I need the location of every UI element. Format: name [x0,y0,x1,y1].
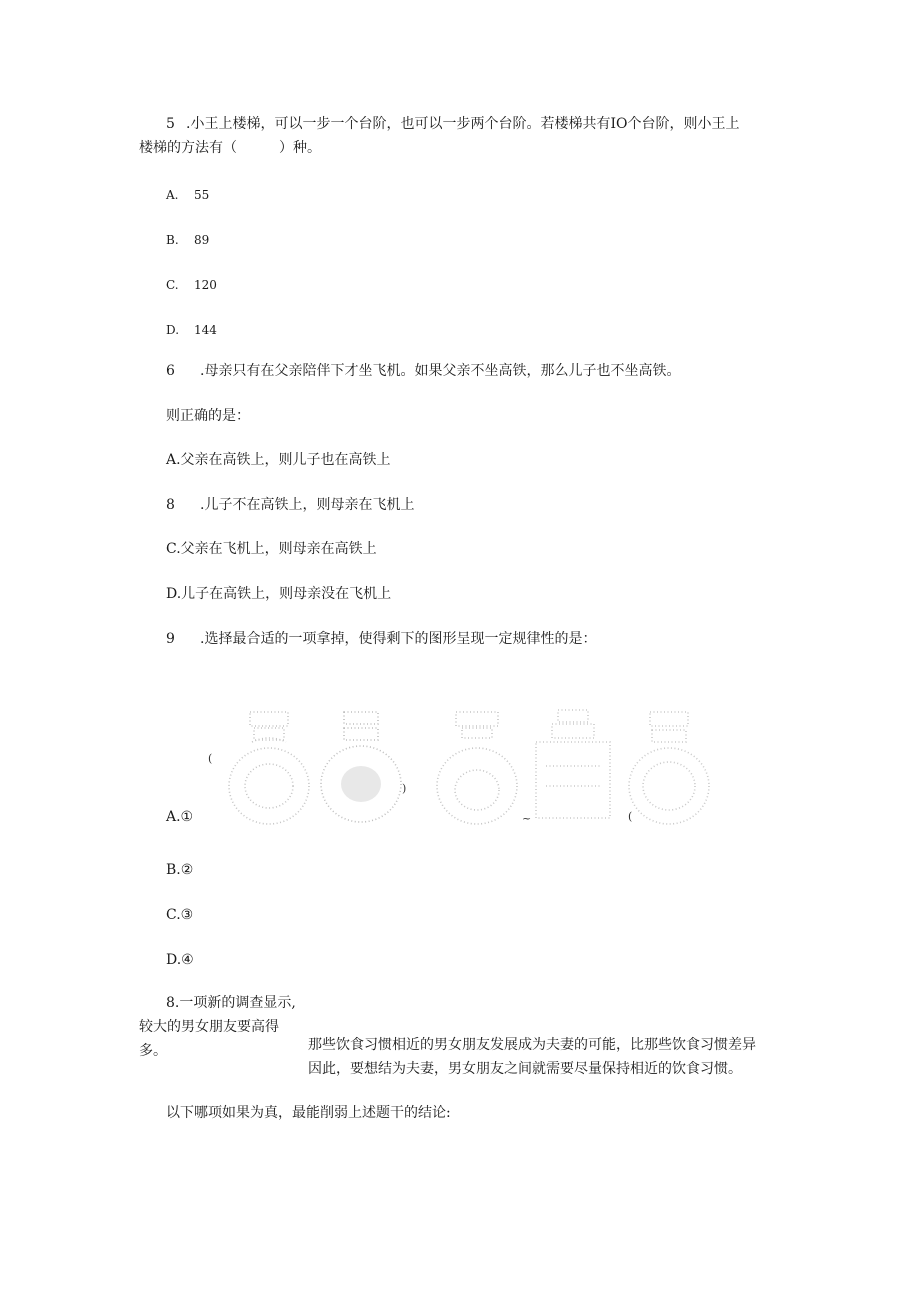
q8-left-line3: 多。 [139,1043,167,1059]
q6-option-b[interactable]: .儿子不在高铁上，则母亲在飞机上 [200,497,415,513]
q5-option-b[interactable] [166,231,209,249]
q8-right-line2: 因此，要想结为夫妻，男女朋友之间就需要尽量保持相近的饮食习惯。 [308,1061,742,1077]
q9-stem: .选择最合适的一项拿掉，使得剩下的图形呈现一定规律性的是： [200,631,597,647]
option-label: B. [166,233,179,247]
q8-question: 以下哪项如果为真，最能削弱上述题干的结论: [166,1105,451,1121]
q8-left-line2: 较大的男女朋友要高得 [139,1019,279,1035]
q9-figure-4 [526,706,620,830]
option-label: D. [166,323,180,337]
q8-right-line1: 那些饮食习惯相近的男女朋友发展成为夫妻的可能，比那些饮食习惯差异 [308,1037,756,1053]
q9-mark-1: ( [208,752,213,765]
option-value: 120 [194,278,217,292]
q9-mark-4: ( [628,810,633,823]
q5-option-a[interactable] [166,186,209,204]
q9-number: 9 [166,631,175,647]
option-label: A. [166,188,179,202]
q9-figure-2 [314,706,408,830]
q9-mark-2: ) [402,782,407,795]
q9-figure-1 [222,706,316,830]
q8-left-line1: 8.一项新的调查显示, [166,995,296,1011]
q6-number: 6 [166,363,175,379]
q9-mark-3: ~ [522,812,532,825]
q5-option-c[interactable] [166,276,217,294]
q9-option-d[interactable]: D.④ [166,952,194,968]
q6-stem: .母亲只有在父亲陪伴下才坐飞机。如果父亲不坐高铁，那么儿子也不坐高铁。 [200,363,681,379]
q6-prompt: 则正确的是： [166,408,250,424]
q5-option-d[interactable] [166,321,217,339]
q6-option-a[interactable]: A.父亲在高铁上，则儿子也在高铁上 [166,452,391,468]
q5-number: 5 [166,116,175,132]
q6-option-c[interactable]: C.父亲在飞机上，则母亲在高铁上 [166,541,377,557]
q9-figure-5 [622,706,716,830]
option-value: 144 [194,323,217,337]
q9-option-c[interactable]: C.③ [166,907,194,923]
q5-stem-line1: .小王上楼梯，可以一步一个台阶，也可以一步两个台阶。若楼梯共有IO个台阶，则小王上 [186,116,740,132]
option-value: 89 [194,233,210,247]
q9-figure-3 [430,706,524,830]
option-value: 55 [194,188,210,202]
option-label: C. [166,278,179,292]
q9-option-a[interactable]: A.① [166,809,194,825]
q9-option-b[interactable]: B.② [166,862,194,878]
q6-option-b-number: 8 [166,497,175,513]
q6-option-d[interactable]: D.儿子在高铁上，则母亲没在飞机上 [166,586,392,602]
q5-stem-line2: 楼梯的方法有（ ）种。 [139,140,321,156]
